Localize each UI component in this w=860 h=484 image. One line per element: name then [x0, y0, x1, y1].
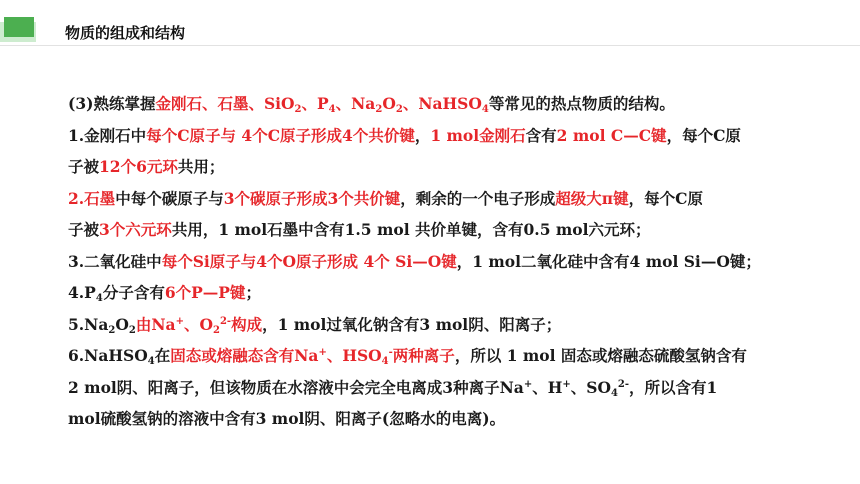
text-line [68, 372, 808, 404]
body-text: 4 [95, 293, 103, 304]
body-text: (3)熟练掌握 [68, 94, 156, 113]
body-text: 子被 [68, 157, 100, 176]
body-text: 共用； [177, 157, 225, 176]
highlight-text: 4 [481, 104, 489, 115]
highlight-text: 6个P—P键 [164, 283, 246, 302]
text-line [68, 340, 808, 372]
body-text: ，1 mol过氧化钠含有3 mol阴、阳离子； [262, 314, 562, 334]
highlight-text: 2- [219, 315, 232, 327]
text-line [68, 246, 808, 278]
highlight-text: + [175, 315, 184, 327]
body-text: 共用，1 mol石墨中含有1.5 mol 共价单键，含有0.5 mol六元环； [171, 220, 651, 239]
highlight-text: 3个六元环 [99, 220, 172, 239]
body-text: + [562, 378, 571, 390]
body-text: ，所以 1 mol 固态或熔融态硫酸氢钠含有 [454, 346, 747, 365]
body-text: ，1 mol二氧化硅中含有4 mol Si—O键； [456, 251, 761, 271]
text-line [68, 403, 808, 435]
body-text: ，每个C原 [666, 125, 741, 145]
text-line [68, 214, 808, 246]
highlight-text: 1 mol金刚石 [430, 125, 526, 145]
highlight-text: 、Na [335, 94, 376, 113]
body-text: 在 [154, 346, 171, 365]
highlight-text: 、NaHSO [402, 94, 482, 113]
highlight-text: 2 [375, 104, 383, 115]
highlight-text: 超级大π键 [555, 188, 629, 208]
body-text: mol硫酸氢钠的溶液中含有3 mol阴、阳离子(忽略水的电离)。 [68, 409, 506, 428]
highlight-text: 2 [212, 324, 220, 336]
body-text: 2- [617, 378, 630, 390]
body-text: ； [245, 283, 261, 302]
text-line [68, 309, 808, 341]
body-text: 5.Na [68, 314, 109, 334]
highlight-text: 构成 [231, 314, 263, 334]
body-text: 子被 [68, 220, 100, 239]
highlight-text: 4 [381, 356, 389, 367]
highlight-text: 12个6元环 [99, 157, 178, 176]
body-text: ， [414, 125, 431, 145]
highlight-text: 3个碳原子形成3个共价键 [223, 188, 401, 208]
highlight-text: 、HSO [326, 346, 382, 365]
body-text: + [523, 378, 533, 390]
body-text: 4 [147, 356, 155, 367]
highlight-text: + [318, 347, 327, 358]
body-text: O [115, 314, 129, 334]
slide-body [68, 88, 808, 435]
body-text: 含有 [525, 125, 557, 145]
highlight-text: O [382, 94, 396, 113]
body-text: 中每个碳原子与 [115, 188, 224, 208]
highlight-text: 、O [183, 314, 213, 334]
body-text: 4.P [68, 283, 96, 302]
highlight-text: 2 [294, 104, 302, 115]
body-text: 2 mol阴、阳离子，但该物质在水溶液中会完全电离成3种离子Na [68, 377, 524, 397]
highlight-text: 两种离子 [392, 346, 455, 365]
highlight-text: 每个Si原子与4个O原子形成 4个 Si—O键 [161, 251, 457, 271]
highlight-text: 、P [301, 94, 329, 113]
body-text: 1.金刚石中 [68, 125, 147, 145]
body-text: ，每个C原 [628, 188, 703, 208]
body-text: 4 [610, 387, 618, 399]
highlight-text: 4 [328, 104, 336, 115]
text-line [68, 277, 808, 309]
highlight-text: 金刚石、石墨、SiO [155, 94, 295, 113]
highlight-text: 每个C原子与 4个C原子形成4个共价键 [146, 125, 415, 145]
body-text: 分子含有 [102, 283, 165, 302]
text-line [68, 88, 808, 120]
body-text: 等常见的热点物质的结构。 [488, 94, 675, 113]
body-text: 3.二氧化硅中 [68, 251, 162, 271]
highlight-text: 固态或熔融态含有Na [170, 346, 319, 365]
highlight-text: 2 mol C—C键 [556, 125, 667, 145]
text-line [68, 120, 808, 152]
body-text: 、H [532, 377, 563, 397]
highlight-text: 2.石墨 [68, 188, 116, 208]
text-line [68, 183, 808, 215]
text-line [68, 151, 808, 183]
body-text: ，所以含有1 [629, 377, 718, 397]
body-text: 、SO [570, 377, 611, 397]
header-divider [0, 45, 860, 46]
slide-title: 物质的组成和结构 [65, 24, 186, 42]
body-text: 6.NaHSO [68, 346, 148, 365]
highlight-text: 2 [395, 104, 403, 115]
highlight-text: 由Na [135, 314, 176, 334]
body-text: 2 [108, 324, 116, 336]
highlight-text: - [388, 347, 393, 358]
header-accent-green [4, 17, 34, 37]
body-text: ，剩余的一个电子形成 [400, 188, 556, 208]
body-text: 2 [128, 324, 136, 336]
